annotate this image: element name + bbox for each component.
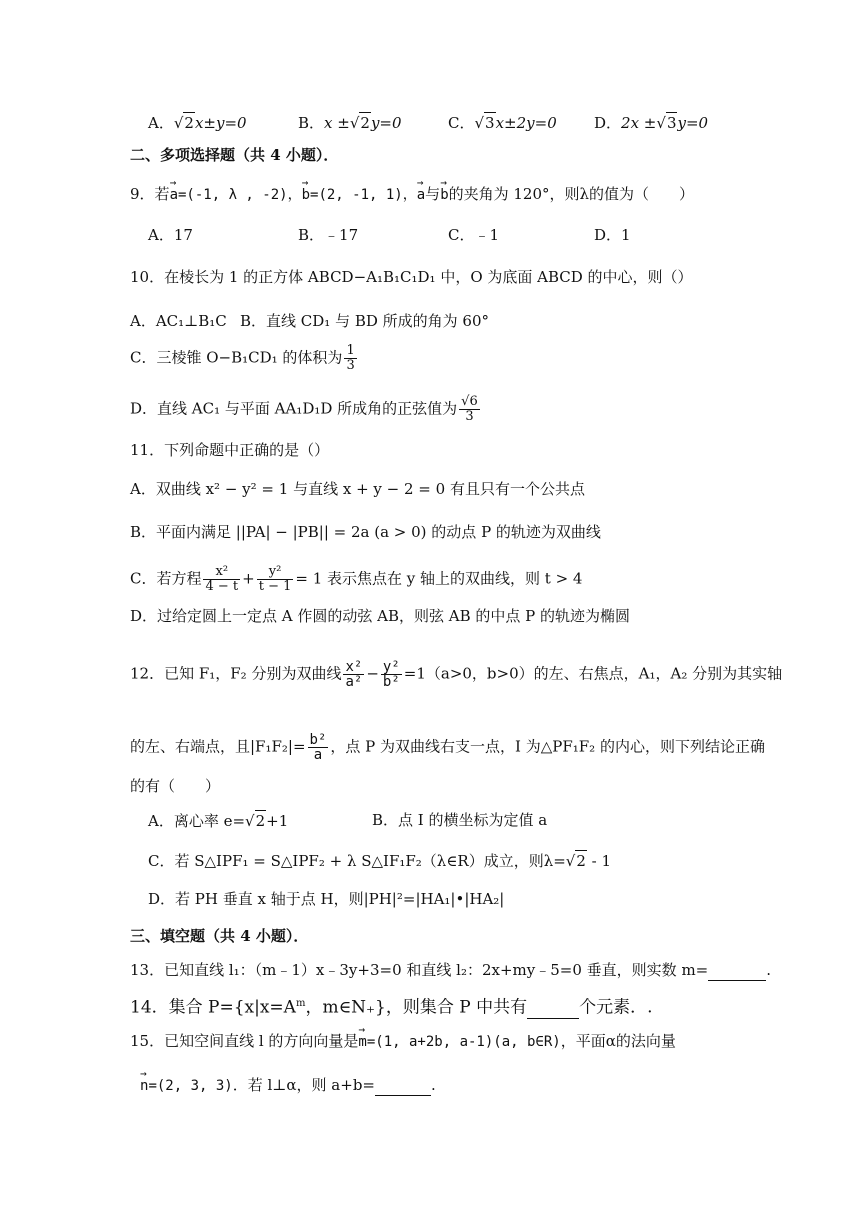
q8-option-b: B．x ±√2y=0: [298, 114, 402, 132]
q11-option-a: A．双曲线 x² − y² = 1 与直线 x + y − 2 = 0 有且只有一个公共点: [130, 480, 585, 498]
section-3-heading: 三、填空题（共 4 小题）．: [130, 927, 309, 945]
question-12-line-3: 的有（ ）: [130, 777, 221, 795]
q12-option-c: C．若 S△IPF₁ = S△IPF₂ + λ S△IF₁F₂（λ∈R）成立，则λ=√2 - 1: [148, 852, 612, 870]
q12-option-b: B．点 I 的横坐标为定值 a: [372, 811, 548, 829]
q10-option-d: D．直线 AC₁ 与平面 AA₁D₁D 所成角的正弦值为 $\frac{√6}{3}$: [130, 394, 478, 424]
q11-option-b: B．平面内满足 ||PA| − |PB|| = 2a (a > 0) 的动点 P 的轨迹为双曲线: [130, 523, 601, 541]
q10-option-a: A．AC₁⊥B₁C: [130, 312, 227, 330]
q8-option-a: A．√2x±y=0: [148, 114, 247, 132]
question-12-line-2: 的左、右端点，且|F₁F₂|= $\frac{\text{b²}}{a}$ ，点 P 为双曲线右支一点，I 为△PF₁F₂ 的内心，则下列结论正确: [130, 732, 765, 763]
question-15-line-1: 15．已知空间直线 l 的方向向量是→ m=(1, a+2b, a-1)(a, b∈R)，平面α的法向量: [130, 1031, 676, 1052]
section-2-heading: 二、多项选择题（共 4 小题）．: [130, 146, 339, 164]
q10-option-c: C．三棱锥 O−B₁CD₁ 的体积为 $\frac{1}{3}$: [130, 343, 355, 373]
question-11-stem: 11．下列命题中正确的是（）: [130, 441, 330, 459]
q9-option-a: A．17: [148, 226, 193, 244]
question-12-line-1: 12．已知 F₁，F₂ 分别为双曲线 $\frac{\text{x²}}{\text{a²}}$ − $\frac{\text{y²}}{\text{b²}}$ =1（a>0，b>0）的左、右焦点，A₁，A₂ 分别为其实轴: [130, 659, 783, 690]
q10-option-b: B．直线 CD₁ 与 BD 所成的角为 60°: [240, 312, 490, 330]
question-10-stem: 10．在棱长为 1 的正方体 ABCD−A₁B₁C₁D₁ 中，O 为底面 ABCD 的中心，则（）: [130, 268, 693, 286]
q9-option-d: D．1: [594, 226, 631, 244]
q9-option-c: C．﹣1: [448, 226, 500, 244]
q9-option-b: B．﹣17: [298, 226, 359, 244]
question-14: 14．集合 $P=\{x|x=A^m$，m∈N₊}，则集合 P 中共有 个元素．.: [130, 997, 653, 1018]
q13-answer-blank[interactable]: [708, 960, 766, 981]
q11-option-d: D．过给定圆上一定点 A 作圆的动弦 AB，则弦 AB 的中点 P 的轨迹为椭圆: [130, 607, 631, 625]
q12-option-a: A．离心率 e=√2+1: [148, 812, 289, 830]
q8-option-d: D．2x ±√3y=0: [594, 114, 709, 132]
q14-answer-blank[interactable]: [527, 998, 579, 1019]
q11-option-c: C．若方程 $\frac{\text{x²}}{4 - t}$ + $\frac{\text{y²}}{t - 1}$ = 1 表示焦点在 y 轴上的双曲线，则 t > 4: [130, 564, 583, 594]
question-9: 9．若→ a=(-1, λ , -2)，→ b=(2, -1, 1)，→ a与→ b的夹角为 120°，则λ的值为（ ）: [130, 184, 694, 205]
q15-answer-blank[interactable]: [375, 1075, 431, 1096]
q12-option-d: D．若 PH 垂直 x 轴于点 H，则|PH|²=|HA₁|•|HA₂|: [148, 890, 505, 908]
q8-option-c: C．√3x±2y=0: [448, 114, 557, 132]
question-15-line-2: → n=(2, 3, 3)．若 l⊥α，则 a+b= .: [140, 1075, 436, 1096]
question-13: 13．已知直线 l₁：（m﹣1）x﹣3y+3=0 和直线 l₂：2x+my﹣5=0 垂直，则实数 m= .: [130, 961, 772, 979]
